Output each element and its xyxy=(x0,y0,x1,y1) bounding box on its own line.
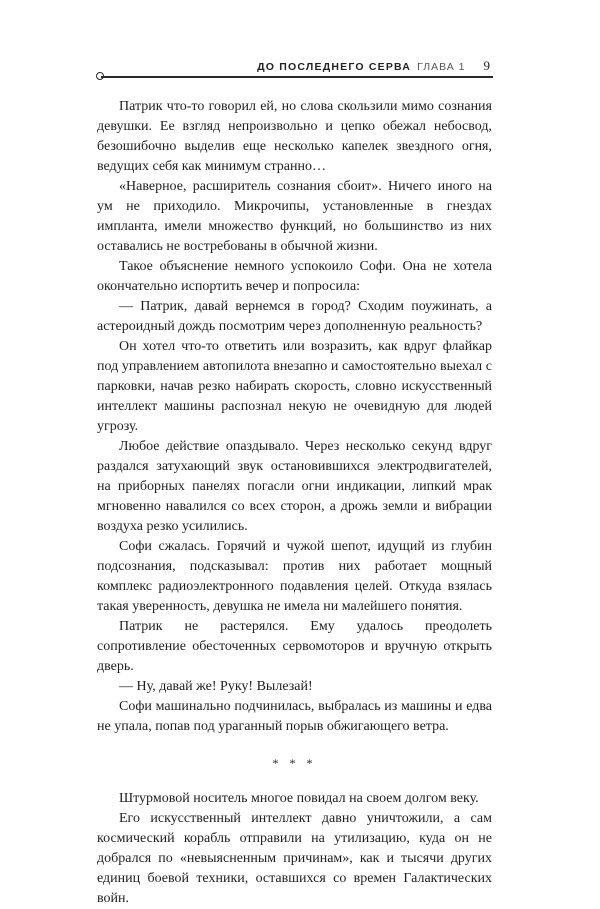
header-rule xyxy=(101,76,493,78)
section-separator: * * * xyxy=(272,756,317,770)
paragraph: Он хотел что-то ответить или возразить, как вдруг флайкар под управлением автопилота внезапно и самостоятельно выехал с парковки, начав резко набирать скорость, словно искусственный интеллект машины распознал некую не очевидную для людей угрозу. xyxy=(97,339,492,434)
paragraph: Софи сжалась. Горячий и чужой шепот, идущий из глубин подсознания, подсказывал: против них работает мощный комплекс радиоэлектронного подавления целей. Откуда взялась такая уверенность, девушка не имела ни малейшего понятия. xyxy=(97,539,492,614)
paragraph: Такое объяснение немного успокоило Софи. Она не хотела окончательно испортить вечер и попросила: xyxy=(97,259,492,294)
paragraph: — Патрик, давай вернемся в город? Сходим поужинать, а астероидный дождь посмотрим через дополненную реальность? xyxy=(97,299,492,334)
body-text xyxy=(97,97,492,909)
header-right xyxy=(257,58,490,74)
paragraph: Патрик что-то говорил ей, но слова скользили мимо сознания девушки. Ее взгляд непроизвольно и цепко обежал небосвод, безошибочно выделив еще несколько капелек звездного огня, ведущих себя как минимум странно… xyxy=(97,99,492,174)
paragraph: Штурмовой носитель многое повидал на своем долгом веку. xyxy=(119,791,479,806)
paragraph: Софи машинально подчинилась, выбралась из машины и едва не упала, попав под ураганный порыв обжигающего ветра. xyxy=(97,699,492,734)
page-number: 9 xyxy=(483,58,490,73)
paragraph: Патрик не растерялся. Ему удалось преодолеть сопротивление обесточенных сервомоторов и вручную открыть дверь. xyxy=(97,619,492,674)
paragraph: — Ну, давай же! Руку! Вылезай! xyxy=(119,679,313,694)
running-header xyxy=(100,58,490,74)
paragraph: «Наверное, расширитель сознания сбоит». Ничего иного на ум не приходило. Микрочипы, установленные в гнездах импланта, имели множество функций, но большинство из них оставались не востребованы в обычной жизни. xyxy=(97,179,492,254)
chapter-label: ГЛАВА 1 xyxy=(417,61,466,73)
book-title: ДО ПОСЛЕДНЕГО СЕРВА xyxy=(257,61,412,73)
paragraph: Любое действие опаздывало. Через несколько секунд вдруг раздался затухающий звук остановившихся электродвигателей, на приборных панелях погасли огни индикации, липкий мрак мгновенно навалился со всех сторон, а дрожь земли и вибрации воздуха резко усилились. xyxy=(97,439,492,534)
paragraph: Его искусственный интеллект давно уничтожили, а сам космический корабль отправили на утилизацию, куда он не добрался по «невыясненным причинам», как и тысячи других единиц боевой техники, оставшихся со времен Галактических войн. xyxy=(97,811,492,906)
